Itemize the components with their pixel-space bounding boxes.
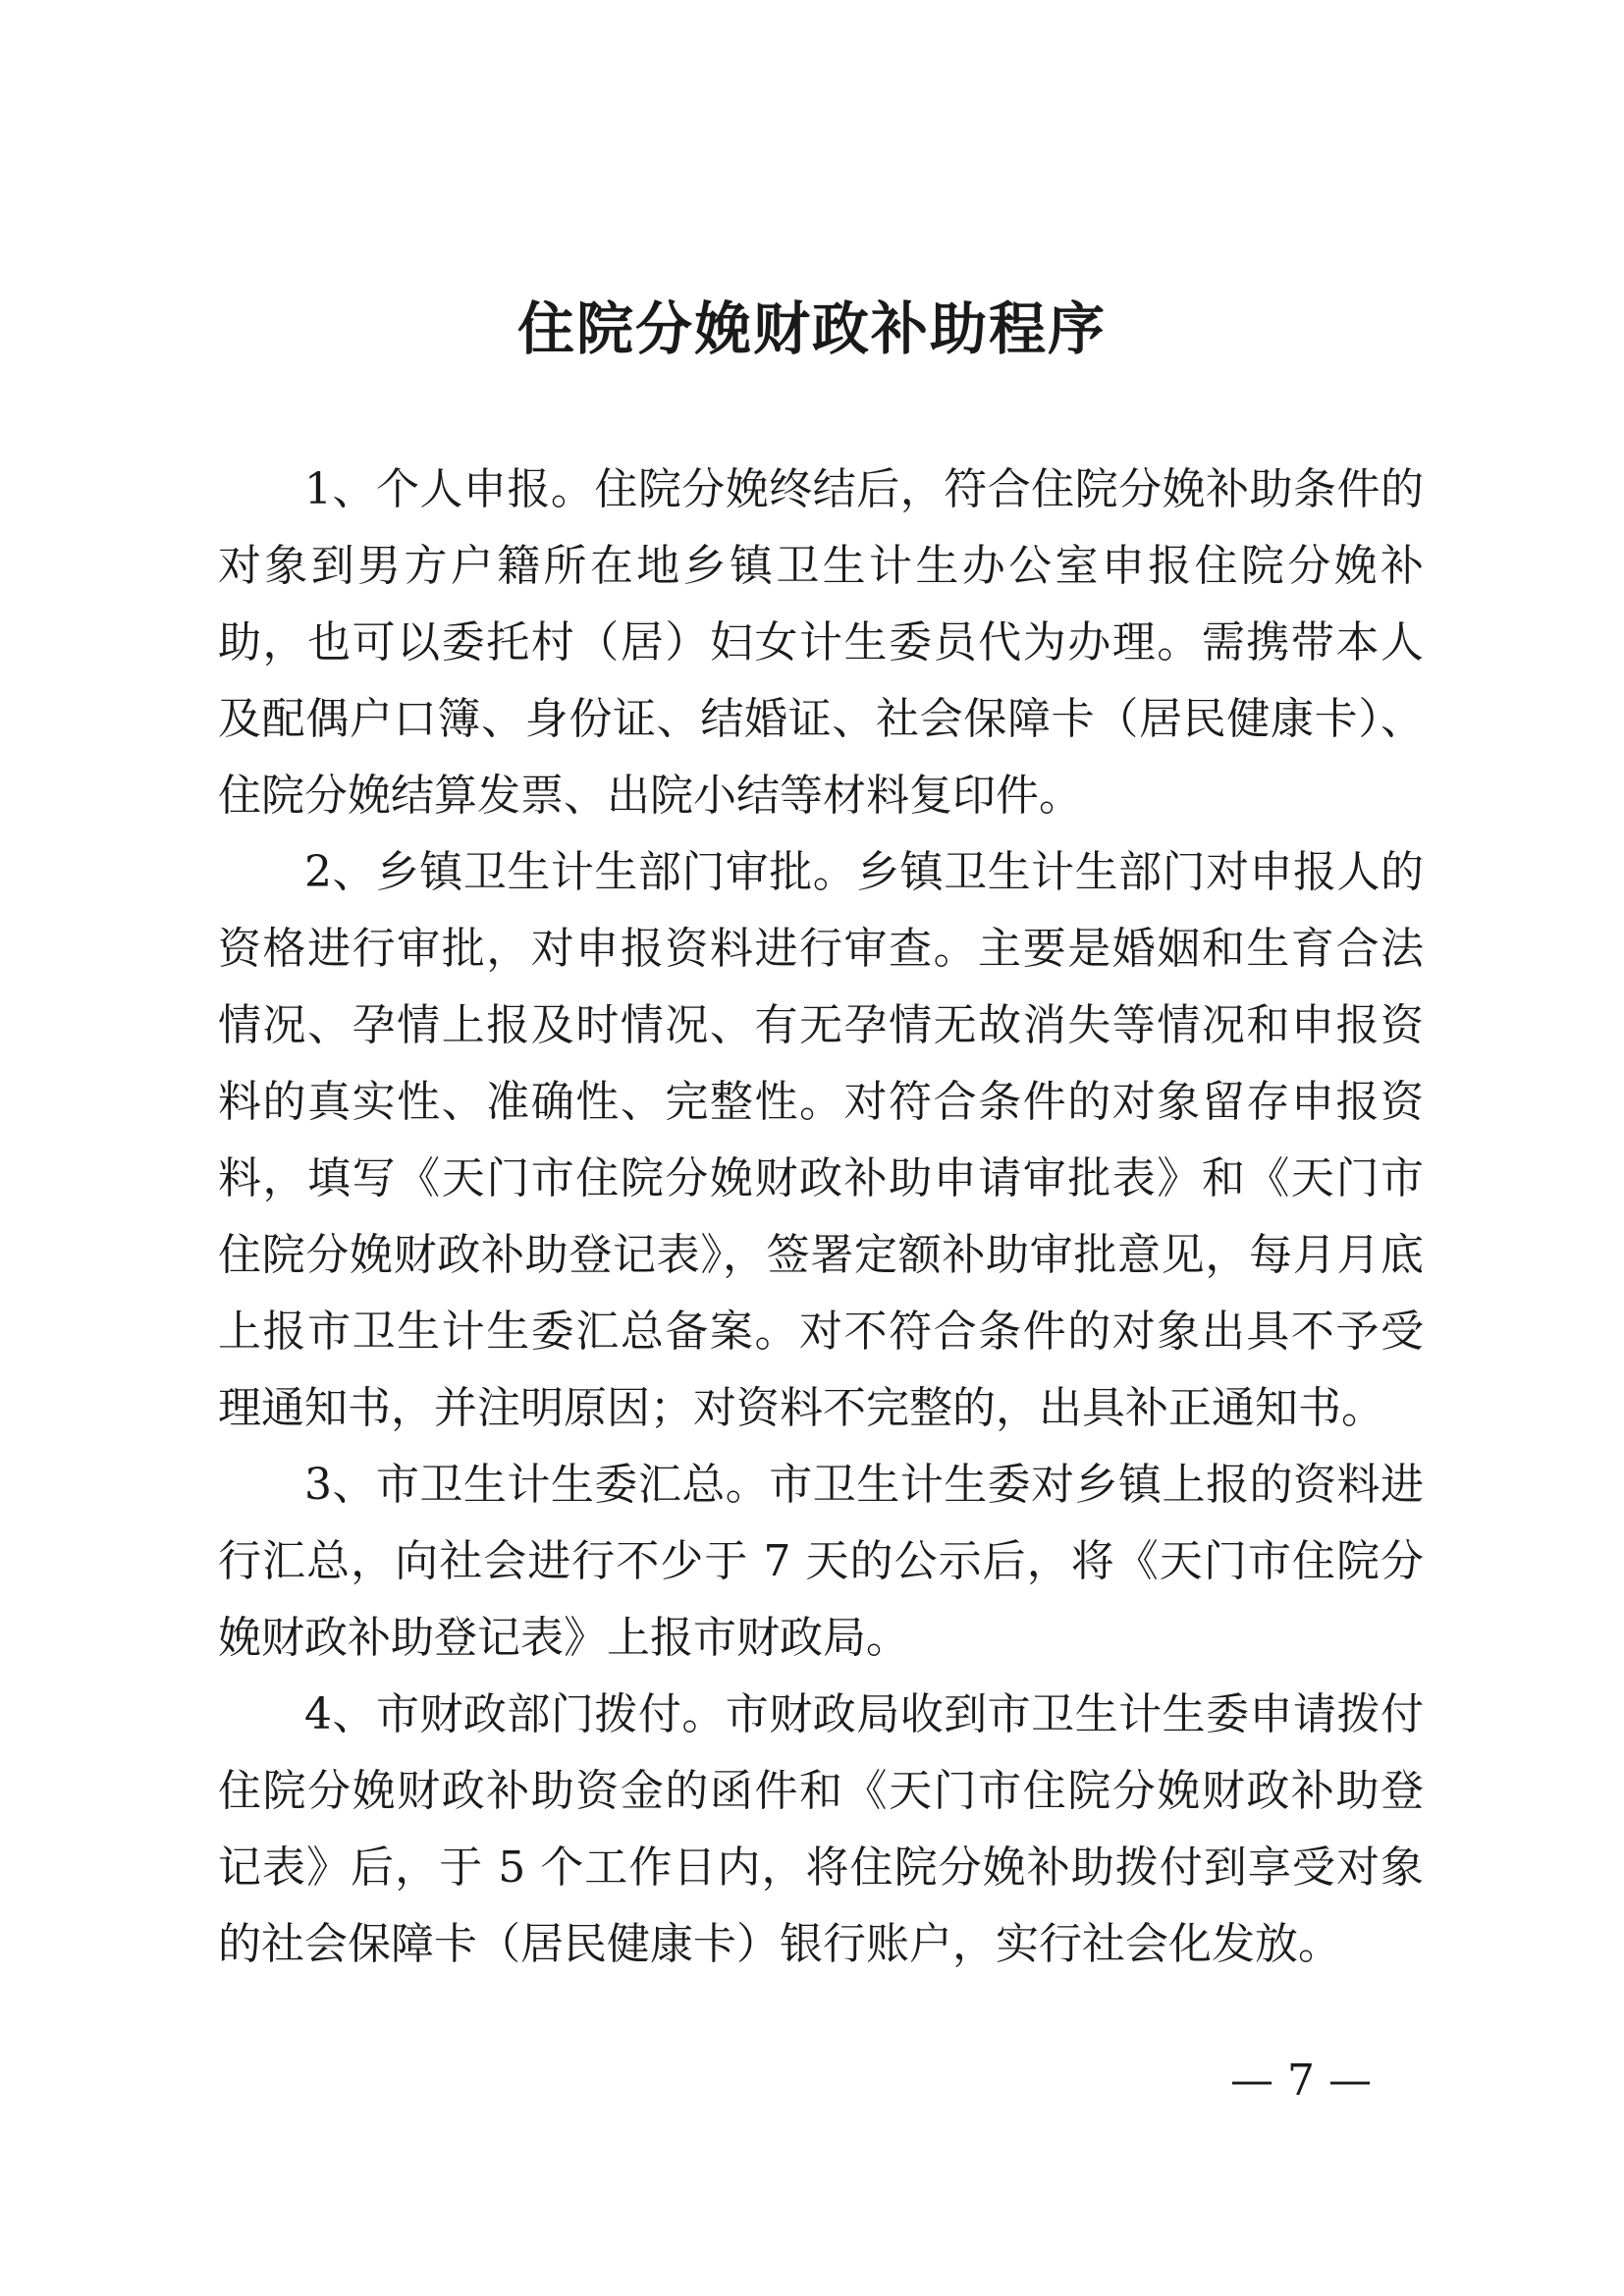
paragraph-finance-payment: 4、市财政部门拨付。市财政局收到市卫生计生委申请拨付住院分娩财政补助资金的函件和《天门市住院分娩财政补助登记表》后，于 5 个工作日内，将住院分娩补助拨付到享受对象的社会保障卡（居民健康卡）银行账户，实行社会化发放。	[218, 1689, 1424, 1969]
page-number: — 7 —	[1230, 2056, 1372, 2106]
paragraph-individual-application: 1、个人申报。住院分娩终结后，符合住院分娩补助条件的对象到男方户籍所在地乡镇卫生计生办公室申报住院分娩补助，也可以委托村（居）妇女计生委员代为办理。需携带本人及配偶户口簿、身份证、结婚证、社会保障卡（居民健康卡）、住院分娩结算发票、出院小结等材料复印件。	[218, 464, 1424, 821]
paragraph-city-summary: 3、市卫生计生委汇总。市卫生计生委对乡镇上报的资料进行汇总，向社会进行不少于 7 天的公示后，将《天门市住院分娩财政补助登记表》上报市财政局。	[218, 1460, 1424, 1663]
document-body	[218, 452, 1424, 1983]
document-title: 住院分娩财政补助程序	[516, 295, 1107, 362]
paragraph-township-approval: 2、乡镇卫生计生部门审批。乡镇卫生计生部门对申报人的资格进行审批，对申报资料进行审查。主要是婚姻和生育合法情况、孕情上报及时情况、有无孕情无故消失等情况和申报资料的真实性、准确性、完整性。对符合条件的对象留存申报资料，填写《天门市住院分娩财政补助申请审批表》和《天门市住院分娩财政补助登记表》，签署定额补助审批意见，每月月底上报市卫生计生委汇总备案。对不符合条件的对象出具不予受理通知书，并注明原因；对资料不完整的，出具补正通知书。	[218, 847, 1424, 1433]
